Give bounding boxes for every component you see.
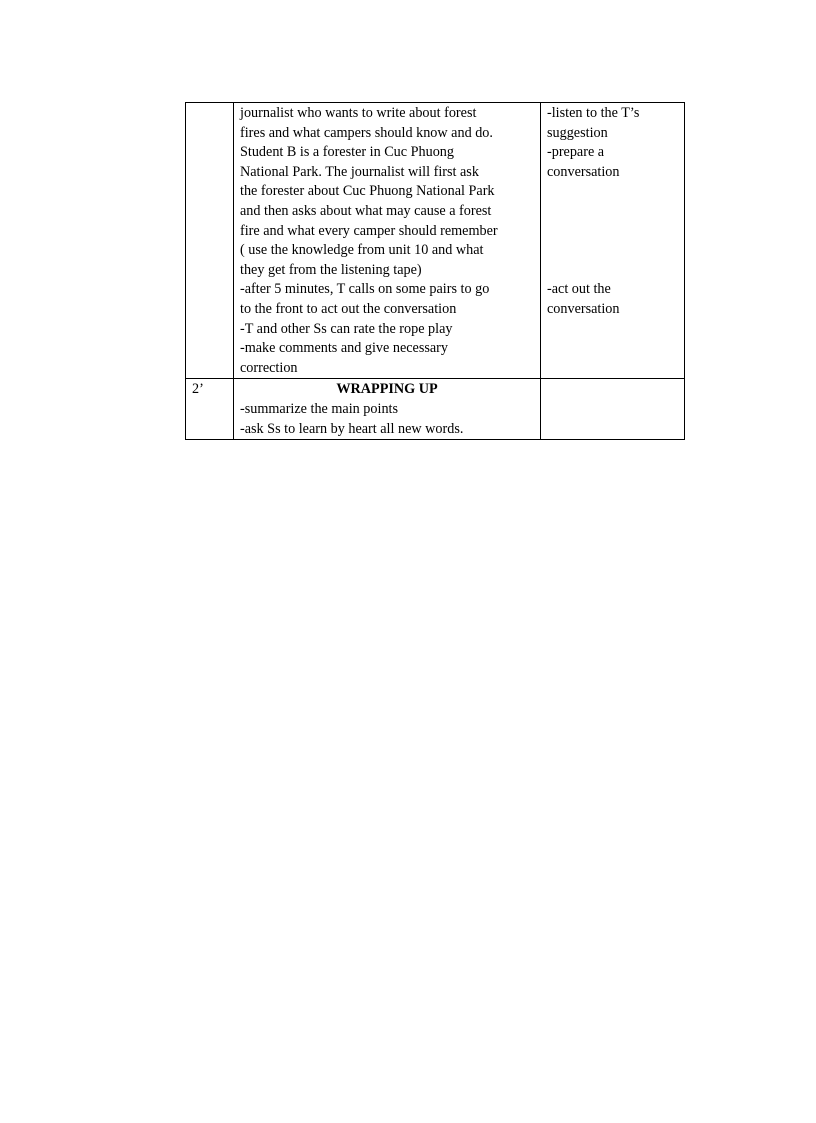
spacer (547, 182, 678, 280)
teacher-line: -ask Ss to learn by heart all new words. (240, 420, 464, 437)
teacher-line: ( use the knowledge from unit 10 and what (240, 242, 484, 259)
teacher-line: to the front to act out the conversation (240, 300, 457, 317)
student-activity-cell (541, 379, 685, 440)
teacher-line: National Park. The journalist will first ask (240, 163, 479, 180)
teacher-line: they get from the listening tape) (240, 261, 422, 278)
student-line: conversation (547, 300, 620, 317)
teacher-line: -summarize the main points (240, 400, 398, 417)
teacher-line: the forester about Cuc Phuong National Park (240, 183, 495, 200)
time-cell (186, 379, 234, 440)
teacher-activity-cell (234, 103, 541, 379)
section-heading: WRAPPING UP (336, 381, 438, 398)
teacher-line: -after 5 minutes, T calls on some pairs to go (240, 281, 490, 298)
teacher-line: fire and what every camper should remember (240, 222, 498, 239)
student-line: -act out the (547, 281, 611, 298)
table-row (186, 379, 685, 440)
time-value: 2’ (192, 381, 204, 398)
time-cell (186, 103, 234, 379)
teacher-line: -T and other Ss can rate the rope play (240, 320, 453, 337)
teacher-line: and then asks about what may cause a forest (240, 202, 492, 219)
teacher-line: correction (240, 359, 298, 376)
teacher-activity-cell (234, 379, 541, 440)
teacher-line: fires and what campers should know and do. (240, 124, 493, 141)
student-line: -prepare a (547, 144, 605, 161)
teacher-line: Student B is a forester in Cuc Phuong (240, 144, 454, 161)
student-line: conversation (547, 163, 620, 180)
teacher-line: journalist who wants to write about forest (240, 105, 477, 121)
table-row (186, 103, 685, 379)
student-activity-cell (541, 103, 685, 379)
teacher-line: -make comments and give necessary (240, 340, 449, 357)
student-line: suggestion (547, 124, 608, 141)
lesson-plan-table (185, 102, 685, 440)
student-line: -listen to the T’s (547, 105, 640, 121)
